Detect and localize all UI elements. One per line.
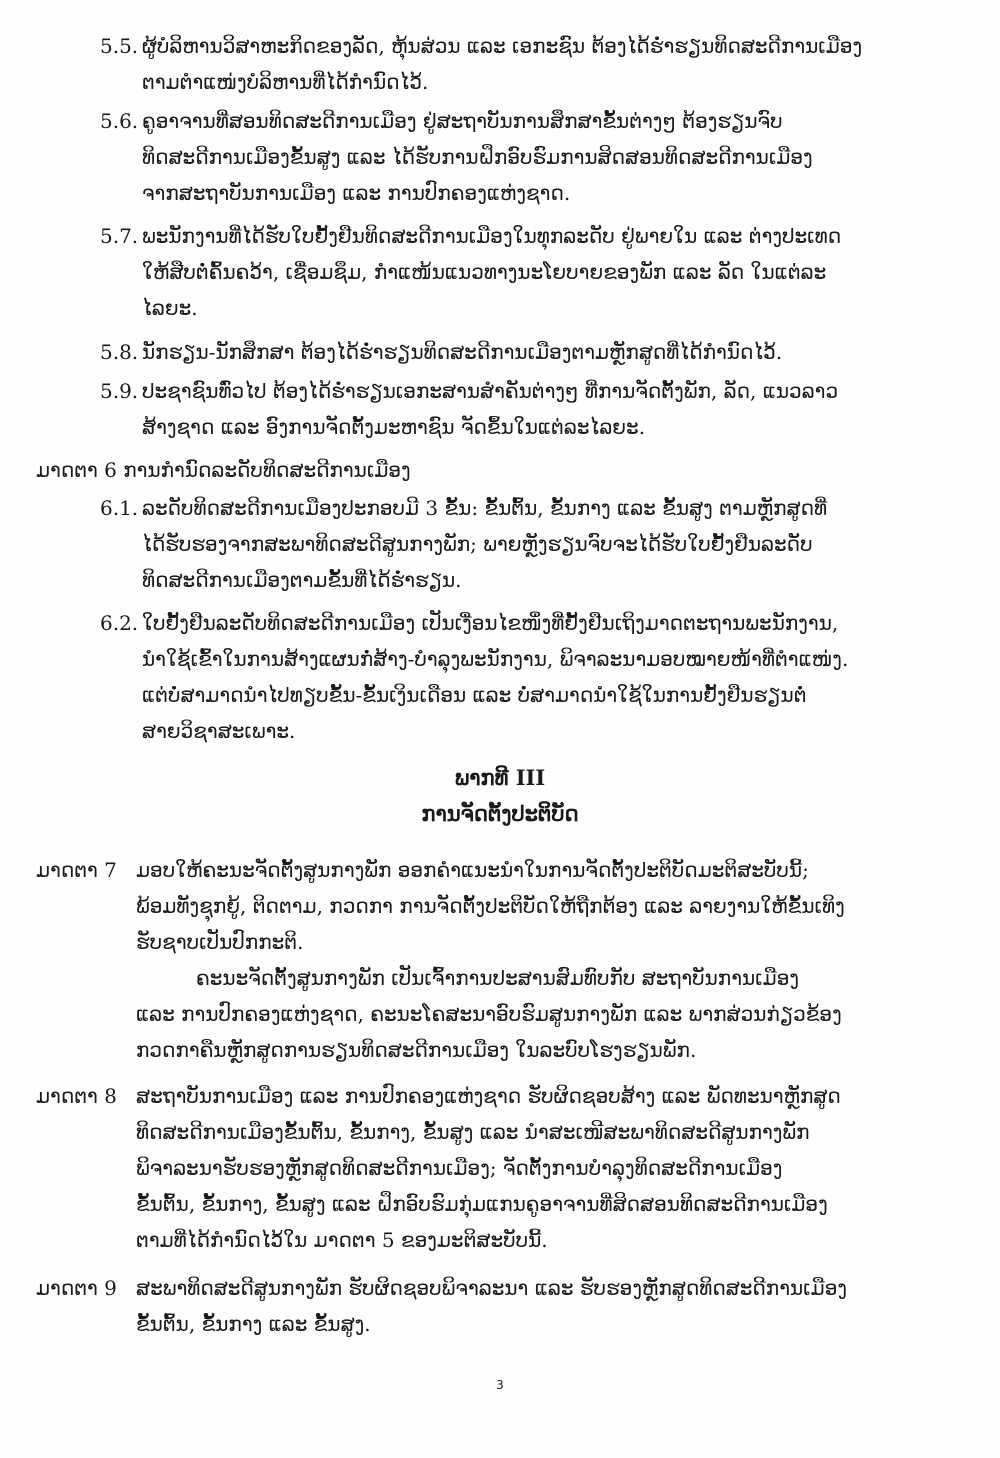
article-7 <box>36 852 845 1068</box>
item-text: ໃບຢັ້ງຢືນລະດັບທິດສະດີການເມືອງ ເປັນເງື່ອນໄຂໜຶ່ງທີ່ຢັ້ງຢືນເຖິງມາດຕະຖານພະນັກງານ, <box>142 611 839 635</box>
article-label: ມາດຕາ 9 <box>36 1276 117 1300</box>
item-text: ແຕ່ບໍ່ສາມາດນຳໄປທຽບຂັ້ນ-ຂັ້ນເງິນເດືອນ ແລະ ບໍ່ສາມາດນຳໃຊ້ໃນການຢັ້ງຢືນຮຽນຕໍ່ <box>142 683 807 707</box>
article-text: ຄະນະຈັດຕັ້ງສູນກາງພັກ ເປັນເຈົ້າການປະສານສົມທົບກັບ ສະຖາບັນການເມືອງ <box>196 966 799 990</box>
item-text: ໄດ້ຮັບຮອງຈາກສະພາທິດສະດີສູນກາງພັກ; ພາຍຫຼັງຮຽນຈົບຈະໄດ້ຮັບໃບຢັ້ງຢືນລະດັບ <box>142 532 813 556</box>
article-text: ທິດສະດີການເມືອງຂັ້ນຕົ້ນ, ຂັ້ນກາງ, ຂັ້ນສູງ ແລະ ນຳສະເໜີສະພາທິດສະດີສູນກາງພັກ <box>136 1120 810 1144</box>
item-number: 5.6. <box>100 109 139 133</box>
item-5-8 <box>100 334 782 370</box>
item-text: ນັກຮຽນ-ນັກສຶກສາ ຕ້ອງໄດ້ຮ່ຳຮຽນທິດສະດີການເມືອງຕາມຫຼັກສູດທີ່ໄດ້ກຳນົດໄວ້. <box>142 340 783 364</box>
item-6-2 <box>100 605 848 749</box>
item-text: ໄລຍະ. <box>142 296 198 320</box>
article-text: ສະຖາບັນການເມືອງ ແລະ ການປົກຄອງແຫ່ງຊາດ ຮັບຜິດຊອບສ້າງ ແລະ ພັດທະນາຫຼັກສູດ <box>136 1084 841 1108</box>
item-number: 5.9. <box>100 379 139 403</box>
item-text: ຄູອາຈານທີ່ສອນທິດສະດີການເມືອງ ຢູ່ສະຖາບັນການສຶກສາຂັ້ນຕ່າງໆ ຕ້ອງຮຽນຈົບ <box>142 109 783 133</box>
part-title: ພາກທີ III <box>454 765 546 790</box>
article-9 <box>36 1270 847 1342</box>
item-text: ປະຊາຊົນທົ່ວໄປ ຕ້ອງໄດ້ຮ່ຳຮຽນເອກະສານສຳຄັນຕ່າງໆ ທີ່ການຈັດຕັ້ງພັກ, ລັດ, ແນວລາວ <box>142 379 839 403</box>
item-5-9 <box>100 373 838 445</box>
item-6-1 <box>100 490 827 598</box>
item-text: ຕາມຕຳແໜ່ງບໍລິຫານທີ່ໄດ້ກຳນົດໄວ້. <box>142 70 429 94</box>
item-text: ສ້າງຊາດ ແລະ ອົງການຈັດຕັ້ງມະຫາຊົນ ຈັດຂຶ້ນໃນແຕ່ລະໄລຍະ. <box>142 415 646 439</box>
item-text: ນຳໃຊ້ເຂົ້າໃນການສ້າງແຜນກໍ່ສ້າງ-ບຳລຸງພະນັກງານ, ພິຈາລະນາມອບໝາຍໜ້າທີ່ຕຳແໜ່ງ. <box>142 647 849 671</box>
item-number: 6.1. <box>100 496 139 520</box>
article-text: ຕາມທີ່ໄດ້ກຳນົດໄວ້ໃນ ມາດຕາ 5 ຂອງມະຕິສະບັບນີ້. <box>136 1228 548 1252</box>
item-text: ໃຫ້ສືບຕໍ່ຄົ້ນຄວ້າ, ເຊື່ອມຊຶມ, ກຳແໜ້ນແນວທາງນະໂຍບາຍຂອງພັກ ແລະ ລັດ ໃນແຕ່ລະ <box>142 260 827 284</box>
item-5-6 <box>100 103 813 211</box>
article-label: ມາດຕາ 8 <box>36 1084 117 1108</box>
article-text: ສະພາທິດສະດີສູນກາງພັກ ຮັບຜິດຊອບພິຈາລະນາ ແລະ ຮັບຮອງຫຼັກສູດທິດສະດີການເມືອງ <box>136 1276 848 1300</box>
article-text: ມອບໃຫ້ຄະນະຈັດຕັ້ງສູນກາງພັກ ອອກຄຳແນະນຳໃນການຈັດຕັ້ງປະຕິບັດມະຕິສະບັບນີ້; <box>136 858 809 882</box>
item-5-5 <box>100 28 862 100</box>
article-6-heading <box>36 452 411 488</box>
item-text: ທິດສະດີການເມືອງຕາມຂັ້ນທີ່ໄດ້ຮ່ຳຮຽນ. <box>142 568 462 592</box>
article-text: ຂັ້ນຕົ້ນ, ຂັ້ນກາງ, ຂັ້ນສູງ ແລະ ຝຶກອົບຮົມກຸ່ມແກນຄູອາຈານທີ່ສິດສອນທິດສະດີການເມືອງ <box>136 1192 828 1216</box>
article-title: ການກຳນົດລະດັບທິດສະດີການເມືອງ <box>123 458 411 482</box>
article-8 <box>36 1078 841 1258</box>
item-number: 6.2. <box>100 611 139 635</box>
article-text: ພ້ອມທັງຊຸກຍູ້, ຕິດຕາມ, ກວດກາ ການຈັດຕັ້ງປະຕິບັດໃຫ້ຖືກຕ້ອງ ແລະ ລາຍງານໃຫ້ຂັ້ນເທິງ <box>136 894 845 918</box>
item-number: 5.5. <box>100 34 139 58</box>
page-number: 3 <box>496 1378 504 1392</box>
item-text: ລະດັບທິດສະດີການເມືອງປະກອບມີ 3 ຂັ້ນ: ຂັ້ນຕົ້ນ, ຂັ້ນກາງ ແລະ ຂັ້ນສູງ ຕາມຫຼັກສູດທີ່ <box>142 496 828 520</box>
part-subtitle: ການຈັດຕັ້ງປະຕິບັດ <box>421 801 579 826</box>
item-text: ສາຍວິຊາສະເພາະ. <box>142 719 296 743</box>
article-text: ຂັ້ນຕົ້ນ, ຂັ້ນກາງ ແລະ ຂັ້ນສູງ. <box>136 1312 371 1336</box>
item-text: ທິດສະດີການເມືອງຂັ້ນສູງ ແລະ ໄດ້ຮັບການຝຶກອົບຮົມການສິດສອນທິດສະດີການເມືອງ <box>142 145 813 169</box>
article-text: ພິຈາລະນາຮັບຮອງຫຼັກສູດທິດສະດີການເມືອງ; ຈັດຕັ້ງການບຳລຸງທິດສະດີການເມືອງ <box>136 1156 783 1180</box>
article-text: ຮັບຊາບເປັນປົກກະຕິ. <box>136 930 304 954</box>
item-text: ຈາກສະຖາບັນການເມືອງ ແລະ ການປົກຄອງແຫ່ງຊາດ. <box>142 181 571 205</box>
item-text: ຜູ້ບໍລິຫານວິສາຫະກິດຂອງລັດ, ຫຸ້ນສ່ວນ ແລະ ເອກະຊົນ ຕ້ອງໄດ້ຮ່ຳຮຽນທິດສະດີການເມືອງ <box>142 34 863 58</box>
item-5-7 <box>100 218 841 326</box>
item-number: 5.7. <box>100 224 139 248</box>
item-text: ພະນັກງານທີ່ໄດ້ຮັບໃບຢັ້ງຢືນທິດສະດີການເມືອງໃນທຸກລະດັບ ຢູ່ພາຍໃນ ແລະ ຕ່າງປະເທດ <box>142 224 842 248</box>
article-text: ແລະ ການປົກຄອງແຫ່ງຊາດ, ຄະນະໂຄສະນາອົບຮົມສູນກາງພັກ ແລະ ພາກສ່ວນກ່ຽວຂ້ອງ <box>136 1002 842 1026</box>
item-number: 5.8. <box>100 340 139 364</box>
article-label: ມາດຕາ 7 <box>36 858 117 882</box>
article-label: ມາດຕາ 6 <box>36 458 117 482</box>
article-text: ກວດກາຄືນຫຼັກສູດການຮຽນທິດສະດີການເມືອງ ໃນລະບົບໂຮງຮຽນພັກ. <box>136 1038 697 1062</box>
